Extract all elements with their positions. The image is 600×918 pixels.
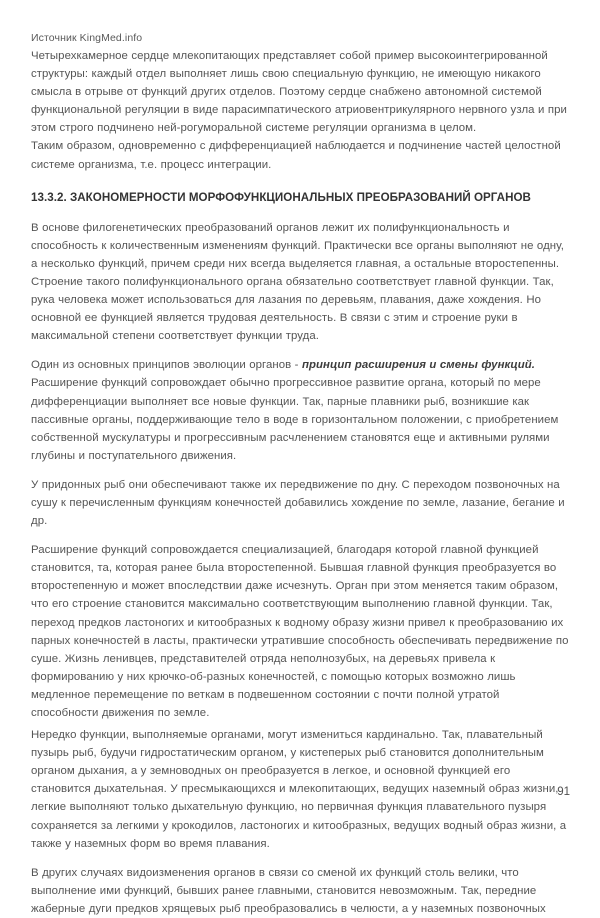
paragraph-gill-arches: В других случаях видоизменения органов в связи со сменой их функций столь велики, что выполнение ими функций, бывших ранее главными, становится невозможным. Так, передние жаберные дуги предков хрящевых рыб преобразовались в челюсти, а у наземных позвоночных xyxy=(31,866,546,915)
spacer xyxy=(31,465,570,476)
paragraph-bottom-fish: У придонных рыб они обеспечивают также их передвижение по дну. С переходом позвоночных на сушу к перечисленным функциям конечностей добавились хождение по земле, лазание, бегание и др. xyxy=(31,478,565,528)
spacer xyxy=(31,530,570,541)
paragraph-principle-emphasis: принцип расширения и смены функций. xyxy=(301,359,536,372)
page-number: 91 xyxy=(557,786,570,798)
paragraph-principle-lead: Один из основных принципов эволюции органов - xyxy=(31,359,302,372)
section-heading: 13.3.2. ЗАКОНОМЕРНОСТИ МОРФОФУНКЦИОНАЛЬНЫХ ПРЕОБРАЗОВАНИЙ ОРГАНОВ xyxy=(31,190,531,204)
spacer xyxy=(31,345,570,356)
source-attribution: Источник KingMed.info xyxy=(31,32,143,44)
spacer xyxy=(31,174,570,189)
paragraph-polyfunctionality: В основе филогенетических преобразований органов лежит их полифункциональность и способность к количественным изменениям функций. Практически все органы выполняют не одну, а несколько функций, причем среди них всегда выделяется главная, а остальные второстепенны. Строение такого полифункционального органа обязательно соответствует главной функции. Так, рука человека может использоваться для лазания по деревьям, плавания, даже хождения. Но основной ее функцией является трудовая деятельность. В связи с этим и строение руки в максимальной степени соответствует функции труда. xyxy=(31,221,564,343)
paragraph-intro-conclusion: Таким образом, одновременно с дифференциацией наблюдается и подчинение частей целостной системе организма, т.е. процесс интеграции. xyxy=(31,140,561,171)
paragraph-principle-rest: Расширение функций сопровождает обычно прогрессивное развитие органа, который по мере дифференциации выполняет все новые функции. Так, парные плавники рыб, возникшие как пассивные органы, поддерживающие тело в воде в горизонтальном положении, с приобретением собственной мускулатуры и прогрессивным расчленением становятся еще и активными рулями глубины и поступательного движения. xyxy=(31,359,562,462)
spacer xyxy=(31,853,570,864)
paragraph-specialization: Расширение функций сопровождается специализацией, благодаря которой главной функцией становится, та, которая ранее была второстепенной. Бывшая главной функция преобразуется во второстепенную и может впоследствии даже исчезнуть. Орган при этом меняется таким образом, что его строение становится максимально соответствующим выполнению главной функции. Так, переход предков ластоногих и китообразных к водному образу жизни привел к преобразованию их парных конечностей в ласты, практически утратившие способность обеспечивать передвижение по суше. Жизнь ленивцев, представителей отряда неполнозубых, на деревьях привела к формированию у них крючко-об-разных конечностей, с помощью которых возможно лишь медленное перемещение по веткам в подвешенном состоянии с почти полной утратой способности движения по земле. xyxy=(31,544,569,719)
spacer xyxy=(31,206,570,219)
paragraph-swim-bladder: Нередко функции, выполняемые органами, могут измениться кардинально. Так, плавательный пузырь рыб, будучи гидростатическим органом, у кистеперых рыб становится дополнительным органом дыхания, а у земноводных он преобразуется в легкое, и основной функцией его становится дыхательная. У пресмыкающихся и млекопитающих, ведущих наземный образ жизни, легкие выполняют только дыхательную функцию, но первичная функция плавательного пузыря сохраняется за легкими у крокодилов, ластоногих и китообразных, ведущих водный образ жизни, а также у наземных форм во время плавания. xyxy=(31,729,567,850)
paragraph-principle xyxy=(31,356,570,465)
paragraph-intro: Четырехкамерное сердце млекопитающих представляет собой пример высокоинтегрированной структуры: каждый отдел выполняет лишь свою специальную функцию, не имеющую никакого смысла в отрыве от функций других отделов. Поэтому сердце снабжено автономной системой функциональной регуляции в виде парасимпатического атриовентрикулярного нервного узла и при этом строго подчинено ней-рогуморальной системе регуляции организма в целом. xyxy=(31,50,567,135)
